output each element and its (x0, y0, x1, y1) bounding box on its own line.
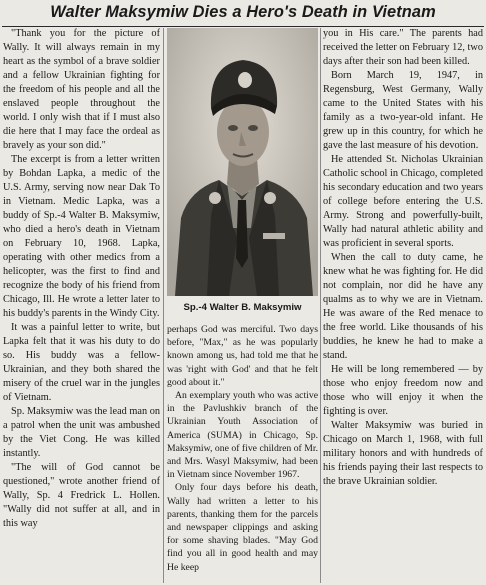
soldier-portrait-photo (167, 28, 318, 296)
article-column-1 (3, 27, 160, 531)
paragraph: perhaps God was merciful. Two days before, "Max," as he was popularly known among us, had told me that he was 'right with God' and that he felt good about it." (167, 324, 318, 388)
headline: Walter Maksymiw Dies a Hero's Death in Vietnam (2, 0, 484, 27)
paragraph: Sp. Maksymiw was the lead man on a patrol when the unit was ambushed by the Viet Cong. He was killed instantly. (3, 406, 160, 459)
article-column-2 (167, 323, 318, 574)
paragraph: When the call to duty came, he knew what he was fighting for. He did not complain, nor did he have any qualms as to why we are in Vietnam. He was aware of the Red menace to the free world. Like thousands of his buddies, he knew he had to make a stand. (323, 252, 483, 361)
paragraph: you in His care." The parents had received the letter on February 12, two days after their son had been killed. (323, 28, 483, 67)
paragraph: "Thank you for the picture of Wally. It will always remain in my heart as the symbol of a brave soldier and a fellow Ukrainian fighting for the freedom of his people and all the enslaved people throughout the world. I only wish that if I must also die here that I may face the ordeal as bravely as your son did." (3, 28, 160, 151)
paragraph: The excerpt is from a letter written by Bohdan Lapka, a medic of the U.S. Army, serving now near Dak To in Vietnam. Medic Lapka, was a buddy of Sp.-4 Walter B. Maksymiw, who died a hero's death in Vietnam on February 10, 1968. Lapka, operating with other medics from a helicopter, was the first to find and recognize the body of his friend from Chicago, Ill. He wrote a letter later to his buddy's parents in the Windy City. (3, 154, 160, 319)
column-divider (320, 28, 321, 583)
paragraph: An exemplary youth who was active in the Pavlushkiv branch of the Ukrainian Youth Association of America (SUMA) in Chicago, Sp. Maksymiw, one of five children of Mr. and Mrs. Wasyl Maksymiw, had been in Vietnam since November 1967. (167, 390, 318, 481)
paragraph: Walter Maksymiw was buried in Chicago on March 1, 1968, with full military honors and with hundreds of his friends paying their last respects to the brave Ukrainian soldier. (323, 420, 483, 487)
paragraph: He will be long remembered — by those who enjoy freedom now and those who will enjoy it when the fighting is over. (323, 364, 483, 417)
paragraph: Only four days before his death, Wally had written a letter to his parents, thanking them for the parcels and newspaper clippings and asking for some shaving blades. "May God find you all in good health and may He keep (167, 482, 318, 573)
paragraph: "The will of God cannot be questioned," wrote another friend of Wally, Sp. 4 Fredrick L. Hollen. "Wally did not suffer at all, and in this way (3, 462, 160, 529)
column-divider (163, 28, 164, 583)
photo-caption: Sp.-4 Walter B. Maksymiw (183, 302, 302, 313)
article-column-3 (323, 27, 483, 489)
paragraph: Born March 19, 1947, in Regensburg, West Germany, Wally came to the United States with his family as a two-year-old infant. He grew up in this country, for which he gave the last measure of his devotion. (323, 70, 483, 151)
paragraph: It was a painful letter to write, but Lapka felt that it was his duty to do so. His buddy was a fellow-Ukrainian, and they both shared the misery of the cruel war in the jungles of Vietnam. (3, 322, 160, 403)
paragraph: He attended St. Nicholas Ukrainian Catholic school in Chicago, completed his secondary education and two years of college before entering the U.S. Army. Strong and powerfully-built, Wally had natural athletic ability and was proficient in several sports. (323, 154, 483, 249)
